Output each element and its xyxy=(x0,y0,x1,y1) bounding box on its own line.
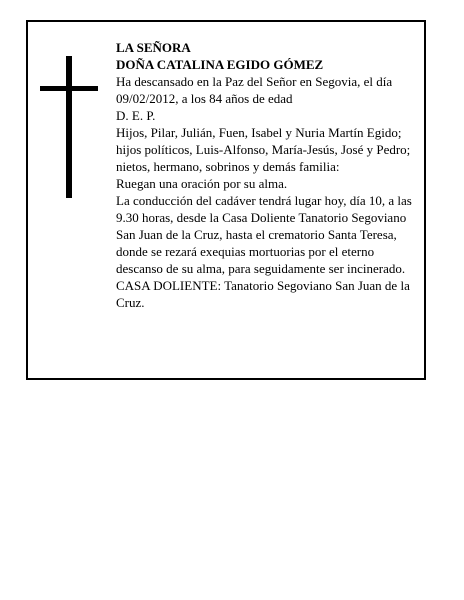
obituary-notice xyxy=(26,20,426,380)
cross-horizontal-bar xyxy=(40,86,98,91)
notice-heading: LA SEÑORA xyxy=(116,40,191,55)
cross-icon xyxy=(40,56,98,198)
cross-vertical-bar xyxy=(66,56,72,198)
prayer-request: Ruegan una oración por su alma. xyxy=(116,176,288,191)
death-announcement: Ha descansado en la Paz del Señor en Segovia, el día 09/02/2012, a los 84 años de edad xyxy=(116,74,393,106)
notice-body xyxy=(116,39,418,311)
funeral-home: CASA DOLIENTE: Tanatorio Segoviano San Juan de la Cruz. xyxy=(116,278,410,310)
family-list: Hijos, Pilar, Julián, Fuen, Isabel y Nuria Martín Egido; hijos políticos, Luis-Alfonso, María-Jesús, José y Pedro; nietos, hermano, sobrinos y demás familia: xyxy=(116,125,411,174)
funeral-details: La conducción del cadáver tendrá lugar hoy, día 10, a las 9.30 horas, desde la Casa Doliente Tanatorio Segoviano San Juan de la Cruz, hasta el crematorio Santa Teresa, donde se rezará exequias mortuorias por el eterno descanso de su alma, para seguidamente ser incinerado. xyxy=(116,193,412,276)
dep-line: D. E. P. xyxy=(116,108,156,123)
deceased-name: DOÑA CATALINA EGIDO GÓMEZ xyxy=(116,57,324,72)
